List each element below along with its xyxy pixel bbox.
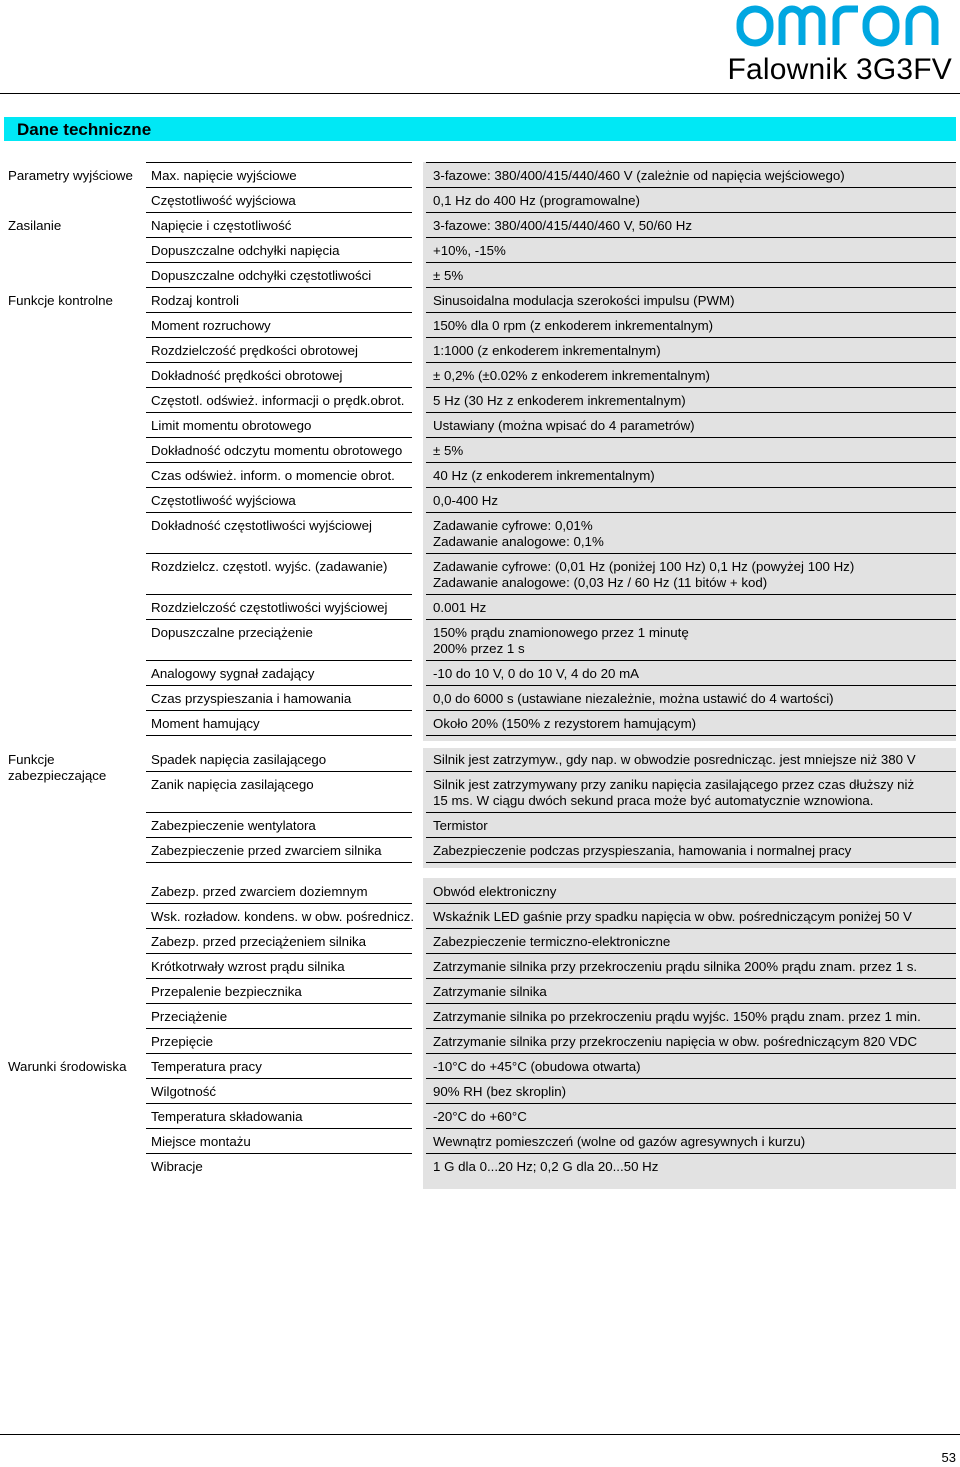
row-divider (426, 771, 956, 772)
row-value (433, 909, 953, 925)
row-value (433, 934, 953, 950)
row-value-line: 5 Hz (30 Hz z enkoderem inkrementalnym) (433, 393, 686, 408)
row-value (433, 716, 953, 732)
row-divider (426, 362, 956, 363)
row-category: Funkcje kontrolne (8, 293, 113, 308)
row-parameter: Limit momentu obrotowego (151, 418, 312, 433)
row-divider (426, 1003, 956, 1004)
row-divider (426, 287, 956, 288)
row-divider (426, 594, 956, 595)
row-value-line: 1:1000 (z enkoderem inkrementalnym) (433, 343, 661, 358)
row-parameter: Wsk. rozładow. kondens. w obw. pośrednicz. (151, 909, 415, 924)
row-divider (146, 187, 412, 188)
row-divider (146, 953, 412, 954)
row-value-line: 0,1 Hz do 400 Hz (programowalne) (433, 193, 640, 208)
row-parameter: Zabezpieczenie wentylatora (151, 818, 316, 833)
row-divider (146, 162, 412, 163)
row-divider (426, 1128, 956, 1129)
row-category: Funkcje zabezpieczające (8, 752, 107, 783)
row-divider (146, 928, 412, 929)
row-parameter: Moment hamujący (151, 716, 260, 731)
row-divider (146, 735, 412, 736)
row-parameter: Rodzaj kontroli (151, 293, 239, 308)
row-value (433, 193, 953, 209)
row-value-line: 200% przez 1 s (433, 641, 525, 656)
row-value-line: 40 Hz (z enkoderem inkrementalnym) (433, 468, 655, 483)
row-divider (146, 362, 412, 363)
row-parameter: Miejsce montażu (151, 1134, 251, 1149)
row-parameter: Zanik napięcia zasilającego (151, 777, 314, 792)
row-divider (426, 978, 956, 979)
row-divider (146, 312, 412, 313)
row-divider (146, 594, 412, 595)
row-divider (426, 735, 956, 736)
row-divider (426, 437, 956, 438)
row-divider (426, 1153, 956, 1154)
row-parameter: Zabezpieczenie przed zwarciem silnika (151, 843, 382, 858)
row-divider (146, 1078, 412, 1079)
row-divider (426, 1053, 956, 1054)
row-divider (146, 237, 412, 238)
row-parameter: Częstotliwość wyjściowa (151, 193, 296, 208)
row-divider (146, 287, 412, 288)
row-parameter: Analogowy sygnał zadający (151, 666, 315, 681)
row-divider (426, 812, 956, 813)
row-value-line: Zadawanie cyfrowe: 0,01% (433, 518, 593, 533)
row-value (433, 777, 953, 809)
row-parameter: Przepięcie (151, 1034, 214, 1049)
row-value (433, 1109, 953, 1125)
row-value-line: Sinusoidalna modulacja szerokości impulsu (PWM) (433, 293, 735, 308)
row-divider (426, 312, 956, 313)
row-value-line: -20°C do +60°C (433, 1109, 527, 1124)
row-divider (426, 619, 956, 620)
row-divider (426, 1028, 956, 1029)
row-divider (426, 337, 956, 338)
row-divider (426, 162, 956, 163)
row-parameter: Przepalenie bezpiecznika (151, 984, 302, 999)
row-parameter: Rozdzielczość częstotliwości wyjściowej (151, 600, 388, 615)
row-parameter: Dopuszczalne odchyłki napięcia (151, 243, 340, 258)
page-number: 53 (941, 1450, 956, 1465)
row-divider (146, 462, 412, 463)
row-value-line: Silnik jest zatrzymywany przy zaniku napięcia zasilającego przez czas dłuższy niż (433, 777, 915, 792)
row-divider (426, 512, 956, 513)
row-value (433, 368, 953, 384)
row-value-line: Ustawiany (można wpisać do 4 parametrów) (433, 418, 695, 433)
row-divider (426, 412, 956, 413)
row-value (433, 959, 953, 975)
row-value-line: Zadawanie cyfrowe: (0,01 Hz (poniżej 100 Hz) 0,1 Hz (powyżej 100 Hz) (433, 559, 855, 574)
row-divider (146, 1028, 412, 1029)
row-value-line: Zatrzymanie silnika (433, 984, 547, 999)
row-value (433, 984, 953, 1000)
row-value-line: Wskaźnik LED gaśnie przy spadku napięcia w obw. pośredniczącym poniżej 50 V (433, 909, 912, 924)
row-parameter: Moment rozruchowy (151, 318, 271, 333)
row-parameter: Dokładność częstotliwości wyjściowej (151, 518, 372, 533)
row-value (433, 218, 953, 234)
row-divider (146, 862, 412, 863)
row-parameter: Częstotl. odśwież. informacji o prędk.obrot. (151, 393, 405, 408)
row-divider (426, 237, 956, 238)
row-value-line: ± 5% (433, 443, 464, 458)
row-divider (146, 1128, 412, 1129)
row-parameter: Zabezp. przed zwarciem doziemnym (151, 884, 368, 899)
row-parameter: Częstotliwość wyjściowa (151, 493, 296, 508)
row-parameter: Czas odśwież. inform. o momencie obrot. (151, 468, 395, 483)
row-value-line: Zatrzymanie silnika przy przekroczeniu prądu silnika 200% prądu znam. przez 1 s. (433, 959, 918, 974)
row-parameter: Dopuszczalne przeciążenie (151, 625, 313, 640)
row-value (433, 1134, 953, 1150)
row-value-line: Zatrzymanie silnika po przekroczeniu prądu wyjśc. 150% prądu znam. przez 1 min. (433, 1009, 921, 1024)
row-value (433, 1009, 953, 1025)
row-value (433, 468, 953, 484)
row-value (433, 559, 953, 591)
row-divider (426, 928, 956, 929)
row-value-line: Wewnątrz pomieszczeń (wolne od gazów agresywnych i kurzu) (433, 1134, 806, 1149)
row-divider (426, 903, 956, 904)
row-value (433, 168, 953, 184)
row-parameter: Czas przyspieszania i hamowania (151, 691, 352, 706)
row-value-line: 0,0 do 6000 s (ustawiane niezależnie, można ustawić do 4 wartości) (433, 691, 834, 706)
row-value (433, 600, 953, 616)
row-value (433, 243, 953, 259)
row-parameter: Temperatura pracy (151, 1059, 262, 1074)
row-category: Parametry wyjściowe (8, 168, 133, 183)
row-divider (146, 837, 412, 838)
row-parameter: Max. napięcie wyjściowe (151, 168, 297, 183)
row-value (433, 393, 953, 409)
row-divider (146, 978, 412, 979)
row-divider (426, 685, 956, 686)
row-parameter: Zabezp. przed przeciążeniem silnika (151, 934, 367, 949)
row-value (433, 691, 953, 707)
row-category: Warunki środowiska (8, 1059, 127, 1074)
row-divider (146, 660, 412, 661)
row-value (433, 843, 953, 859)
row-value (433, 343, 953, 359)
row-divider (426, 387, 956, 388)
row-divider (146, 512, 412, 513)
row-value-line: 15 ms. W ciągu dwóch sekund praca może być automatycznie wznowiona. (433, 793, 874, 808)
row-value (433, 1084, 953, 1100)
row-divider (146, 553, 412, 554)
row-divider (426, 837, 956, 838)
row-parameter: Temperatura składowania (151, 1109, 303, 1124)
row-divider (146, 412, 412, 413)
row-value (433, 418, 953, 434)
row-value (433, 1159, 953, 1175)
row-value-line: ± 0,2% (±0.02% z enkoderem inkrementalnym) (433, 368, 710, 383)
section-title: Dane techniczne (4, 117, 956, 141)
row-divider (146, 1003, 412, 1004)
row-parameter: Krótkotrwały wzrost prądu silnika (151, 959, 345, 974)
row-value (433, 493, 953, 509)
row-value-line: -10°C do +45°C (obudowa otwarta) (433, 1059, 641, 1074)
row-value-line: Zabezpieczenie podczas przyspieszania, hamowania i normalnej pracy (433, 843, 852, 858)
row-value (433, 884, 953, 900)
row-value (433, 818, 953, 834)
row-divider (146, 903, 412, 904)
row-parameter: Napięcie i częstotliwość (151, 218, 292, 233)
row-value-line: 150% prądu znamionowego przez 1 minutę (433, 625, 689, 640)
row-divider (146, 710, 412, 711)
footer-divider (0, 1434, 960, 1435)
row-parameter: Rozdzielcz. częstotl. wyjśc. (zadawanie) (151, 559, 388, 574)
row-divider (426, 1078, 956, 1079)
row-value-line: 0,0-400 Hz (433, 493, 499, 508)
row-parameter: Rozdzielczość prędkości obrotowej (151, 343, 358, 358)
row-value-line: Zatrzymanie silnika przy przekroczeniu napięcia w obw. pośredniczącym 820 VDC (433, 1034, 918, 1049)
row-divider (146, 812, 412, 813)
omron-logo (736, 3, 952, 49)
row-value (433, 666, 953, 682)
row-value-line: Około 20% (150% z rezystorem hamującym) (433, 716, 697, 731)
row-value (433, 268, 953, 284)
row-divider (146, 337, 412, 338)
row-value-line: 3-fazowe: 380/400/415/440/460 V (zależnie od napięcia wejściowego) (433, 168, 845, 183)
row-parameter: Wibracje (151, 1159, 203, 1174)
row-divider (426, 862, 956, 863)
row-divider (146, 437, 412, 438)
row-value-line: Termistor (433, 818, 488, 833)
row-value (433, 752, 953, 768)
row-value (433, 1034, 953, 1050)
row-value (433, 1059, 953, 1075)
product-title: Falownik 3G3FV (727, 53, 952, 86)
row-divider (146, 1153, 412, 1154)
row-divider (146, 1103, 412, 1104)
row-value-line: ± 5% (433, 268, 464, 283)
row-divider (426, 262, 956, 263)
row-divider (426, 953, 956, 954)
row-divider (426, 660, 956, 661)
row-value-line: 1 G dla 0...20 Hz; 0,2 G dla 20...50 Hz (433, 1159, 659, 1174)
row-value (433, 318, 953, 334)
row-divider (426, 1103, 956, 1104)
row-value (433, 518, 953, 550)
row-value (433, 293, 953, 309)
row-category: Zasilanie (8, 218, 62, 233)
row-value-line: Obwód elektroniczny (433, 884, 557, 899)
row-value-line: 90% RH (bez skroplin) (433, 1084, 567, 1099)
row-parameter: Dokładność odczytu momentu obrotowego (151, 443, 403, 458)
row-divider (426, 553, 956, 554)
row-value-line: Zadawanie analogowe: (0,03 Hz / 60 Hz (11 bitów + kod) (433, 575, 768, 590)
row-value-line: 0.001 Hz (433, 600, 487, 615)
row-divider (146, 212, 412, 213)
row-divider (146, 771, 412, 772)
row-parameter: Dopuszczalne odchyłki częstotliwości (151, 268, 372, 283)
header-divider (0, 93, 960, 94)
row-divider (146, 1053, 412, 1054)
row-divider (426, 487, 956, 488)
row-parameter: Wilgotność (151, 1084, 217, 1099)
row-parameter: Przeciążenie (151, 1009, 228, 1024)
row-parameter: Spadek napięcia zasilającego (151, 752, 327, 767)
row-value-line: 150% dla 0 rpm (z enkoderem inkrementalnym) (433, 318, 714, 333)
row-value-line: -10 do 10 V, 0 do 10 V, 4 do 20 mA (433, 666, 640, 681)
row-value-line: Silnik jest zatrzymyw., gdy nap. w obwodzie posrednicząc. jest mniejsze niż 380 V (433, 752, 916, 767)
row-value (433, 625, 953, 657)
row-divider (426, 187, 956, 188)
row-divider (426, 212, 956, 213)
row-divider (426, 462, 956, 463)
row-divider (146, 387, 412, 388)
row-divider (426, 710, 956, 711)
row-value-line: Zabezpieczenie termiczno-elektroniczne (433, 934, 671, 949)
row-divider (146, 685, 412, 686)
row-divider (146, 619, 412, 620)
row-divider (146, 487, 412, 488)
row-value (433, 443, 953, 459)
row-value-line: +10%, -15% (433, 243, 506, 258)
row-parameter: Dokładność prędkości obrotowej (151, 368, 343, 383)
row-divider (146, 262, 412, 263)
row-value-line: Zadawanie analogowe: 0,1% (433, 534, 604, 549)
row-value-line: 3-fazowe: 380/400/415/440/460 V, 50/60 Hz (433, 218, 692, 233)
